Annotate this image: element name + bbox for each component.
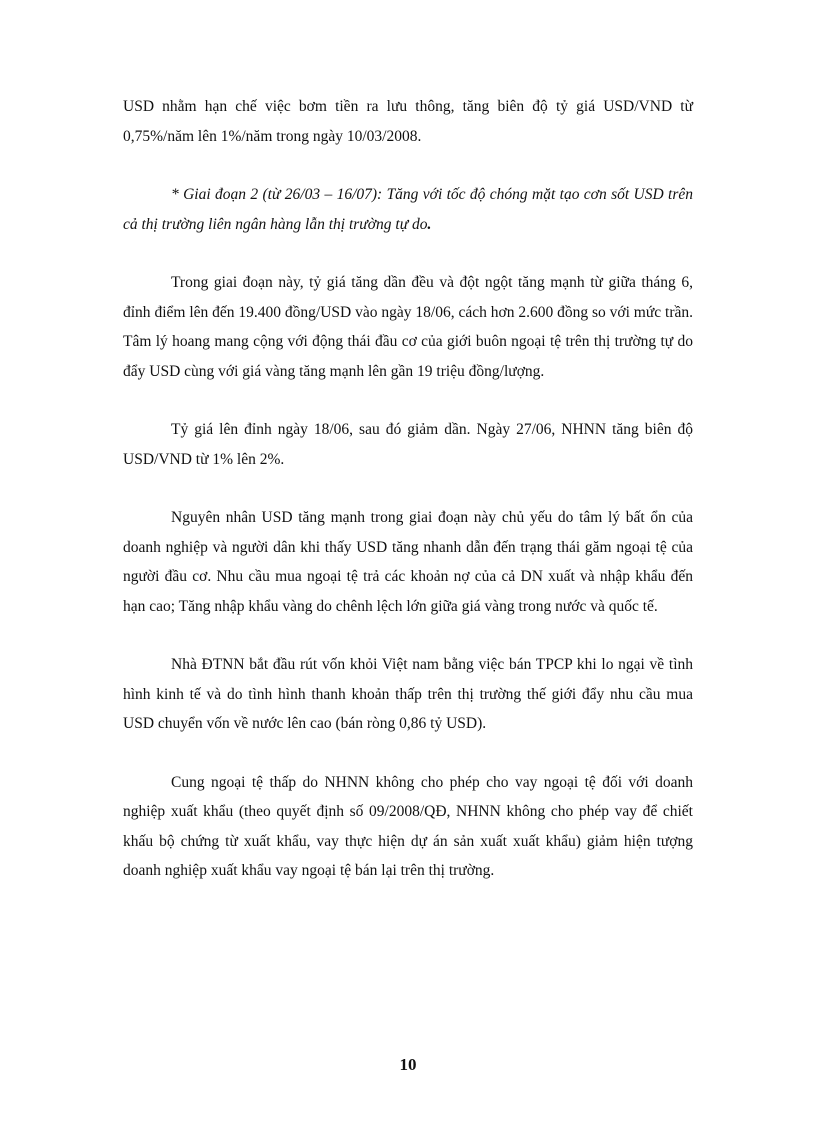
paragraph-rate-peak: Tỷ giá lên đỉnh ngày 18/06, sau đó giảm dần. Ngày 27/06, NHNN tăng biên độ USD/VND từ 1% lên 2%.	[123, 421, 693, 468]
section-heading-period: .	[427, 215, 432, 233]
page-number: 10	[399, 1055, 417, 1074]
paragraph-foreign-investors: Nhà ĐTNN bắt đầu rút vốn khỏi Việt nam bằng việc bán TPCP khi lo ngại về tình hình kinh tế và do tình hình thanh khoản thấp trên thị trường thế giới đẩy nhu cầu mua USD chuyển vốn về nước lên cao (bán ròng 0,86 tỷ USD).	[123, 656, 693, 732]
paragraph-causes: Nguyên nhân USD tăng mạnh trong giai đoạn này chủ yếu do tâm lý bất ổn của doanh nghiệp và người dân khi thấy USD tăng nhanh dẫn đến trạng thái găm ngoại tệ của người đầu cơ. Nhu cầu mua ngoại tệ trả các khoản nợ của cả DN xuất và nhập khẩu đến hạn cao; Tăng nhập khẩu vàng do chênh lệch lớn giữa giá vàng trong nước và quốc tế.	[123, 509, 693, 615]
document-page	[123, 92, 693, 915]
paragraph-low-supply: Cung ngoại tệ thấp do NHNN không cho phép cho vay ngoại tệ đối với doanh nghiệp xuất khẩu (theo quyết định số 09/2008/QĐ, NHNN không cho phép vay để chiết khấu bộ chứng từ xuất khẩu, vay thực hiện dự án sản xuất xuất khẩu) giảm hiện tượng doanh nghiệp xuất khẩu vay ngoại tệ bán lại trên thị trường.	[123, 773, 693, 879]
paragraph-exchange-rate-rise: Trong giai đoạn này, tỷ giá tăng dần đều và đột ngột tăng mạnh từ giữa tháng 6, đỉnh điểm lên đến 19.400 đồng/USD vào ngày 18/06, cách hơn 2.600 đồng so với mức trần. Tâm lý hoang mang cộng với động thái đầu cơ của giới buôn ngoại tệ trên thị trường tự do đẩy USD cùng với giá vàng tăng mạnh lên gần 19 triệu đồng/lượng.	[123, 274, 693, 380]
paragraph-continuation: USD nhằm hạn chế việc bơm tiền ra lưu thông, tăng biên độ tỷ giá USD/VND từ 0,75%/năm lên 1%/năm trong ngày 10/03/2008.	[123, 98, 693, 145]
section-heading-text: * Giai đoạn 2 (từ 26/03 – 16/07): Tăng với tốc độ chóng mặt tạo cơn sốt USD trên cả thị trường liên ngân hàng lẫn thị trường tự do	[123, 186, 693, 233]
section-heading-phase-2	[123, 180, 693, 239]
